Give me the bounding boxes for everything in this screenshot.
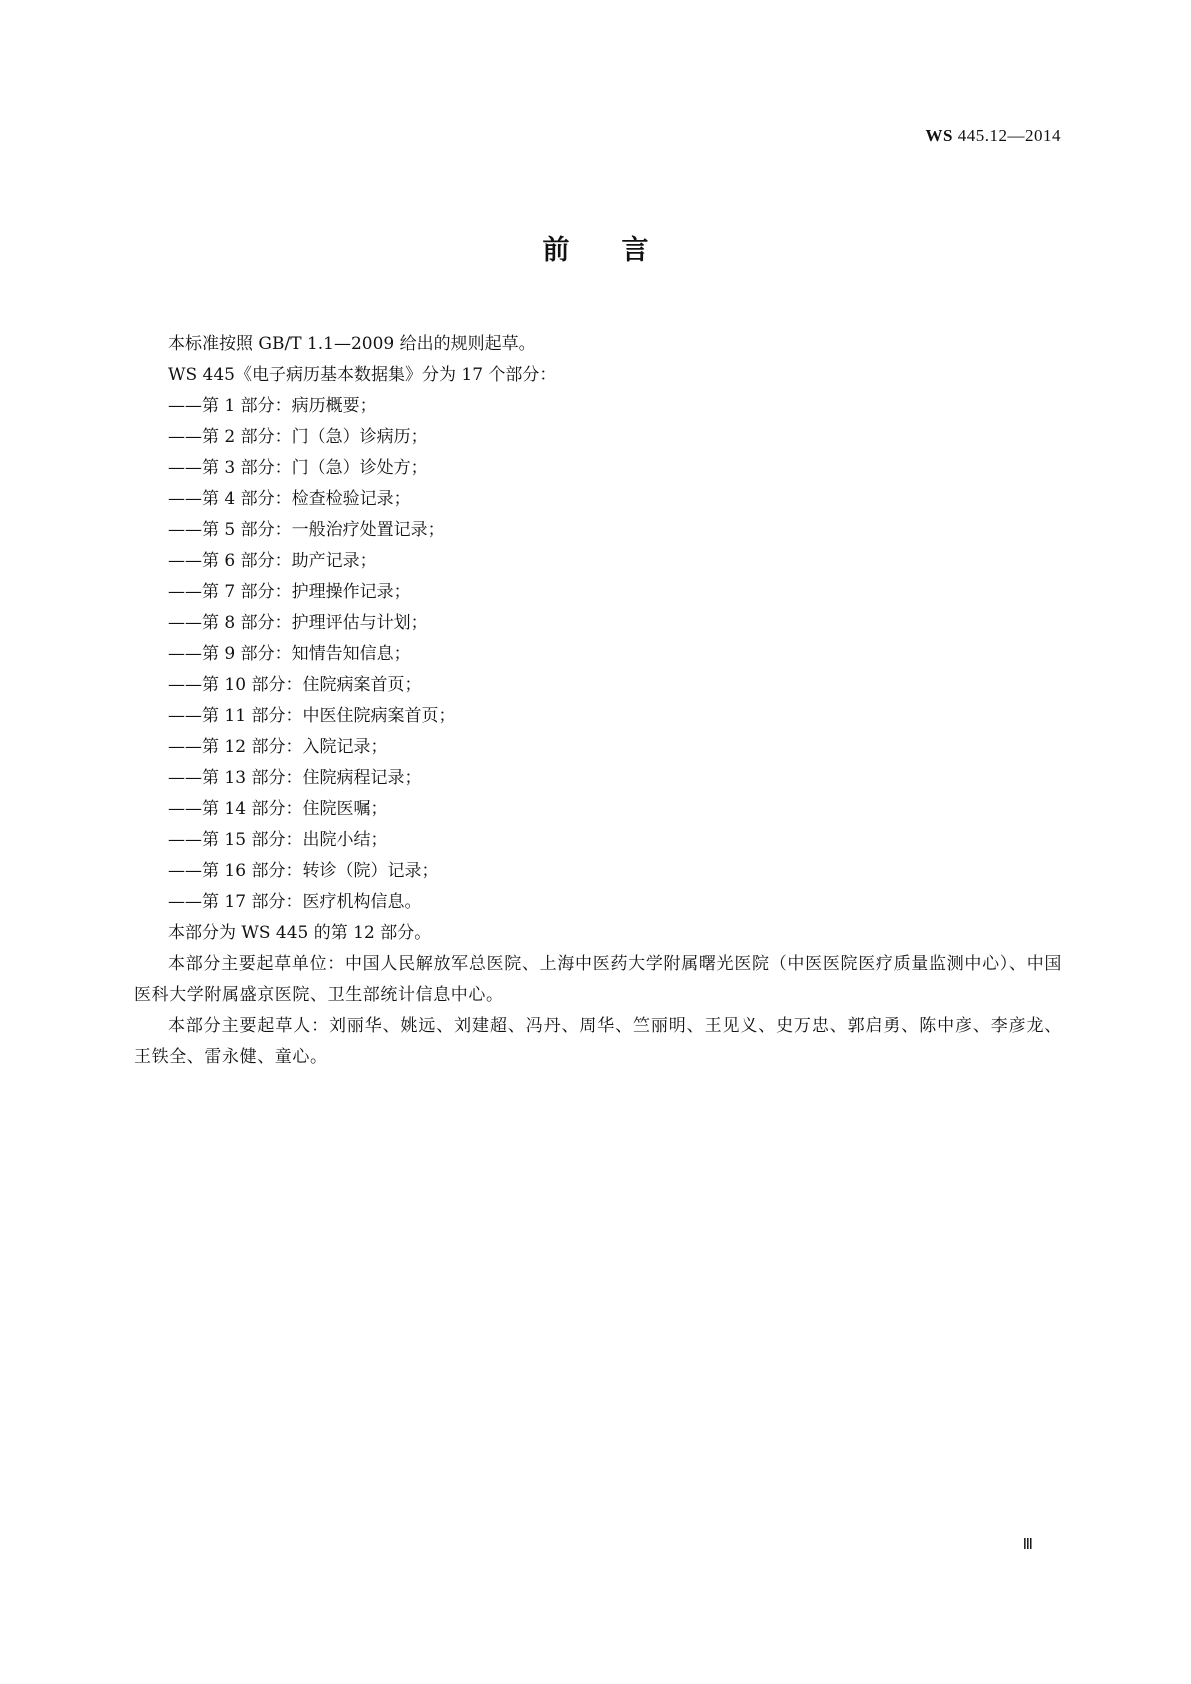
list-item: ——第 12 部分：入院记录； (168, 737, 388, 757)
document-code-number: 445.12—2014 (953, 126, 1061, 145)
list-item: ——第 11 部分：中医住院病案首页； (168, 706, 456, 726)
list-item: ——第 15 部分：出院小结； (168, 830, 388, 850)
list-item: ——第 6 部分：助产记录； (168, 551, 377, 571)
intro-line-parts: WS 445《电子病历基本数据集》分为 17 个部分： (168, 365, 557, 385)
list-item: ——第 17 部分：医疗机构信息。 (168, 892, 422, 912)
list-item: ——第 5 部分：一般治疗处置记录； (168, 520, 445, 540)
list-item: ——第 2 部分：门（急）诊病历； (168, 427, 428, 447)
this-part-statement: 本部分为 WS 445 的第 12 部分。 (168, 923, 432, 943)
list-item: ——第 8 部分：护理评估与计划； (168, 613, 428, 633)
intro-line-standard: 本标准按照 GB/T 1.1—2009 给出的规则起草。 (168, 334, 536, 354)
drafters-paragraph: 本部分主要起草人：刘丽华、姚远、刘建超、冯丹、周华、竺丽明、王见义、史万忠、郭启勇、陈中彦、李彦龙、王铁全、雷永健、童心。 (134, 1016, 1062, 1067)
list-item: ——第 7 部分：护理操作记录； (168, 582, 411, 602)
list-item: ——第 10 部分：住院病案首页； (168, 675, 422, 695)
list-item: ——第 4 部分：检查检验记录； (168, 489, 411, 509)
drafting-units-paragraph: 本部分主要起草单位：中国人民解放军总医院、上海中医药大学附属曙光医院（中医医院医疗质量监测中心）、中国医科大学附属盛京医院、卫生部统计信息中心。 (134, 954, 1062, 1005)
page-number: Ⅲ (1022, 1537, 1033, 1553)
list-item: ——第 1 部分：病历概要； (168, 396, 377, 416)
page-title: 前言 (542, 235, 701, 266)
list-item: ——第 14 部分：住院医嘱； (168, 799, 388, 819)
list-item: ——第 16 部分：转诊（院）记录； (168, 861, 439, 881)
list-item: ——第 13 部分：住院病程记录； (168, 768, 422, 788)
document-body (134, 329, 1062, 1073)
parts-list (134, 391, 1062, 918)
document-code (926, 126, 1061, 146)
document-code-prefix: WS (925, 126, 953, 145)
list-item: ——第 3 部分：门（急）诊处方； (168, 458, 428, 478)
list-item: ——第 9 部分：知情告知信息； (168, 644, 411, 664)
